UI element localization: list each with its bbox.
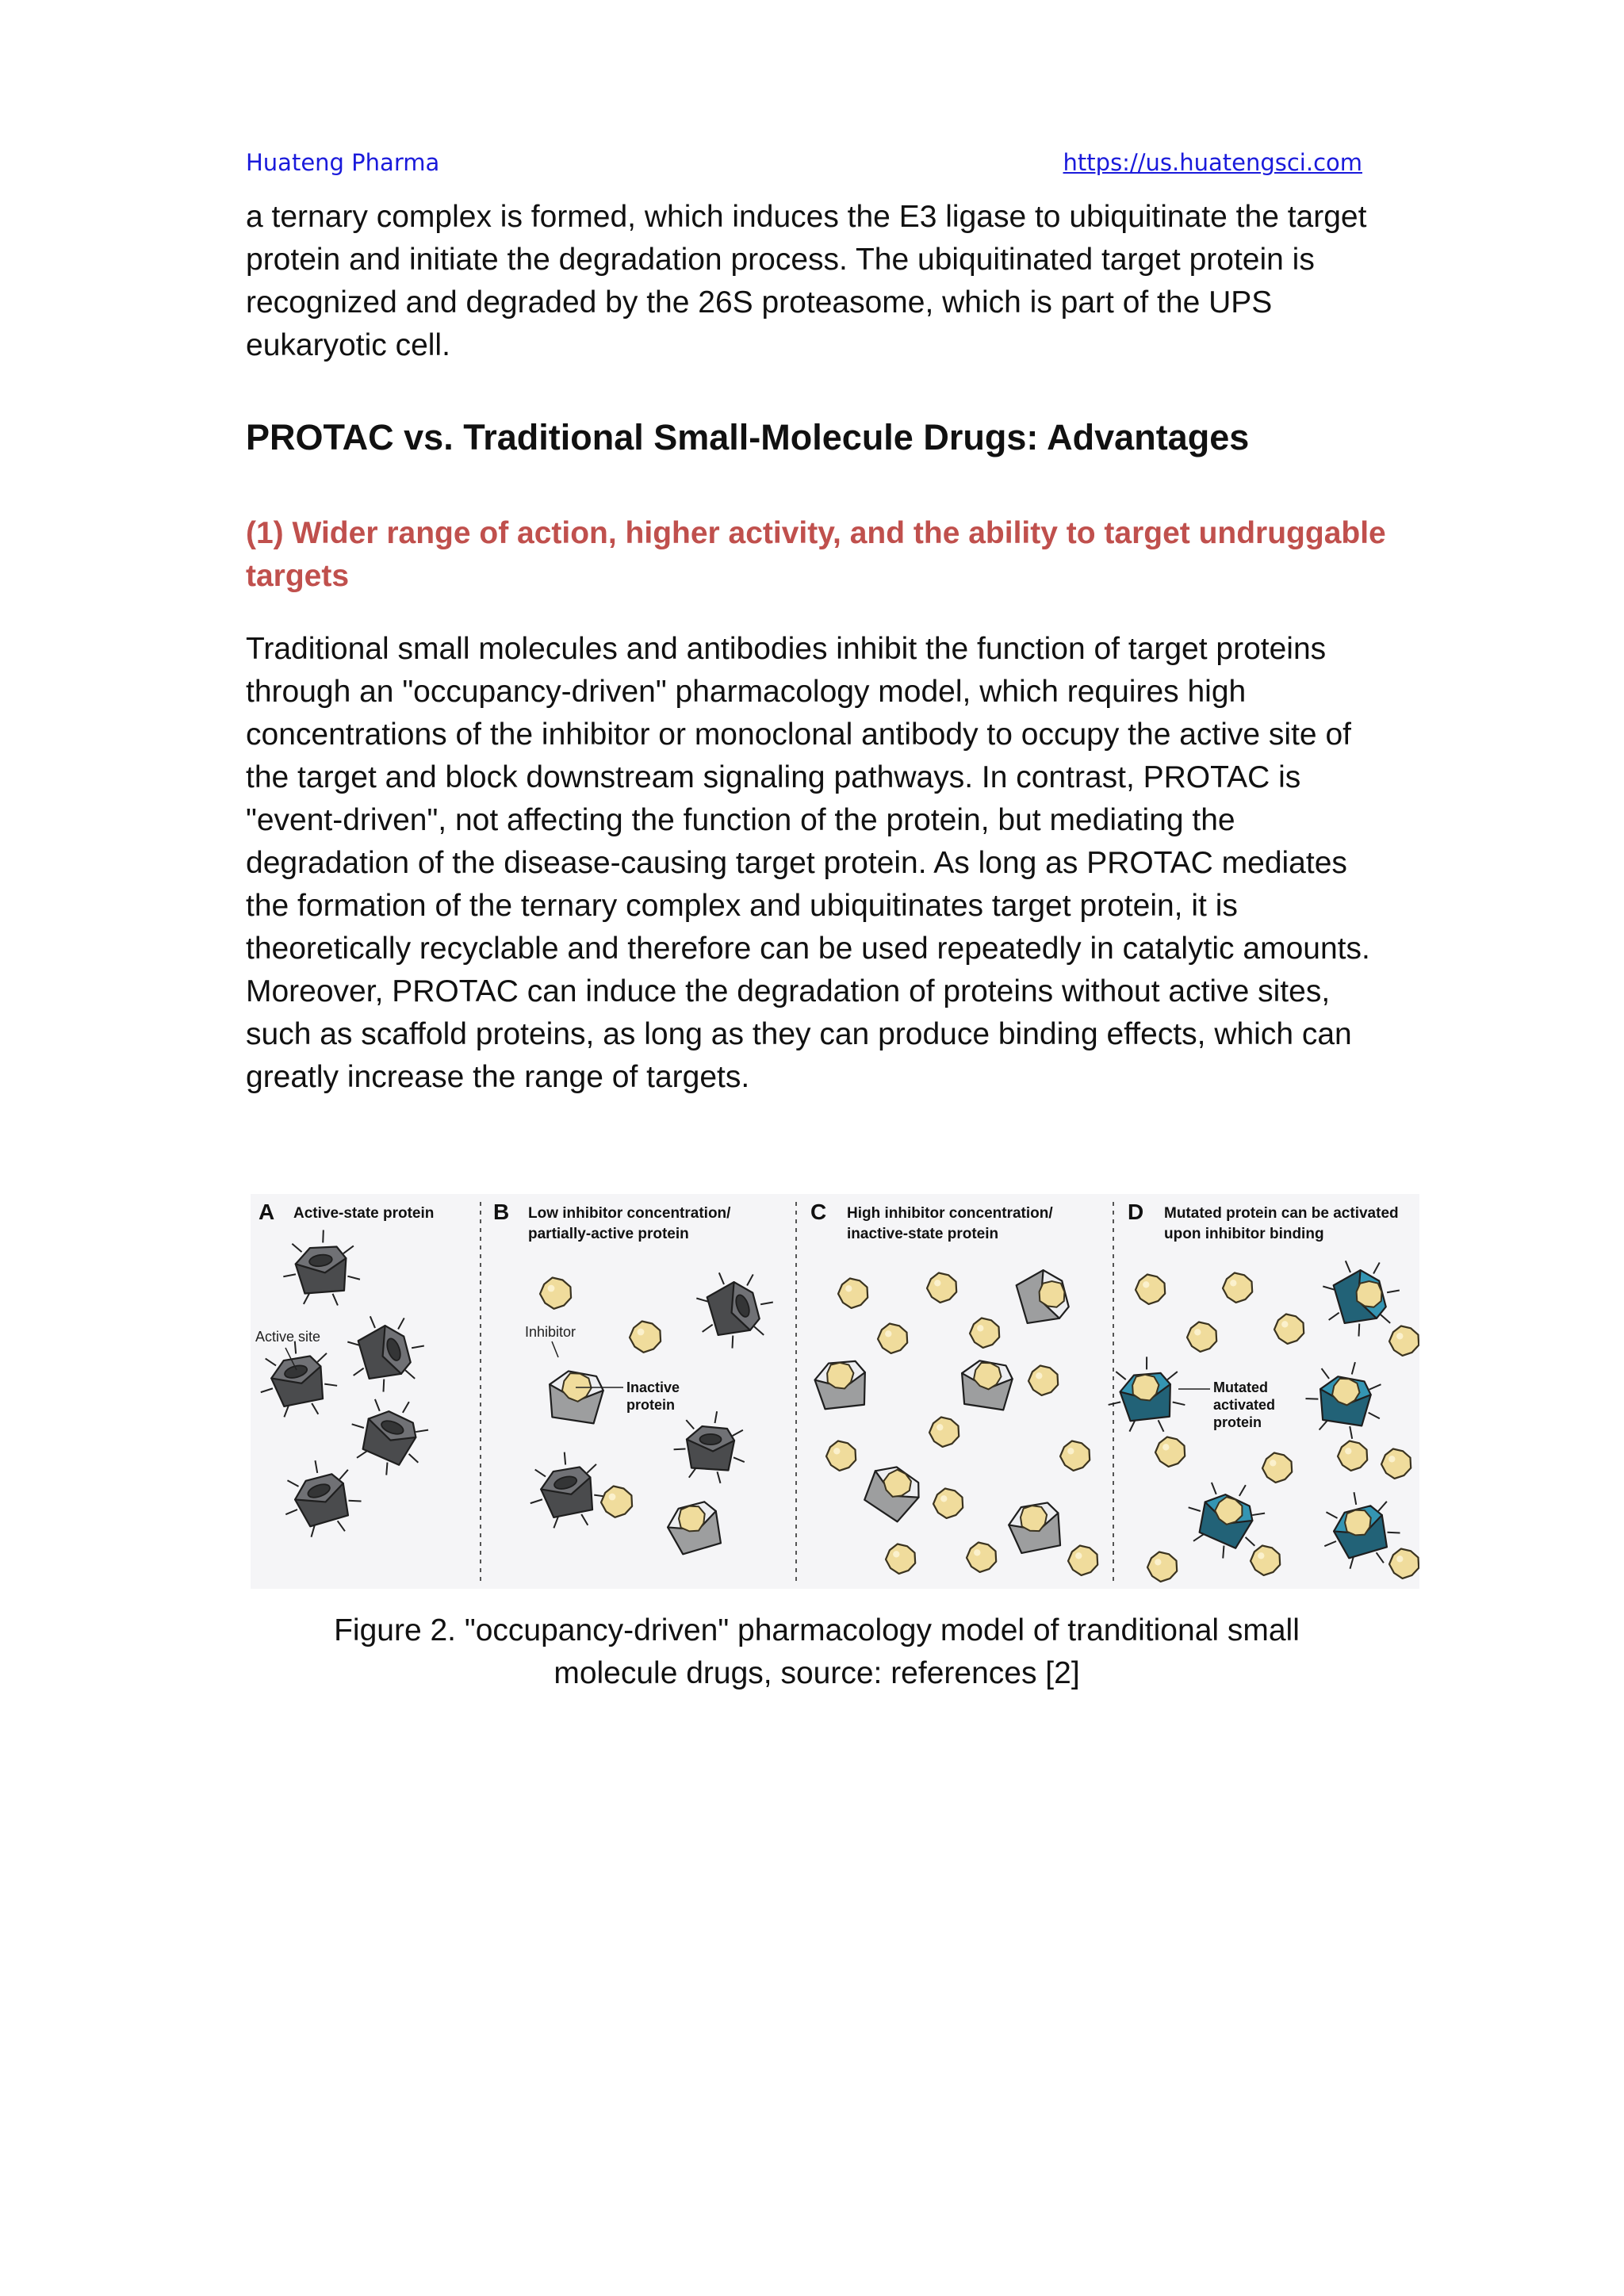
inhibitor-molecule bbox=[1147, 1552, 1177, 1582]
inactive-protein bbox=[959, 1360, 1013, 1411]
inhibitor-molecule bbox=[1136, 1275, 1165, 1304]
body-paragraph: Traditional small molecules and antibodies inhibit the function of target proteins through an "occupancy-driven" pharmacology model, which requires high concentrations of the inhibitor or monoclonal antibody to occupy the active site of the target and block downstream signaling pathways. In contrast, PROTAC is "event-driven", not affecting the function of the protein, but mediating the degradation of the disease-causing target protein. As long as PROTAC mediates the formation of the ternary complex and ubiquitinates target protein, it is theoretically recyclable and therefore can be used repeatedly in catalytic amounts. Moreover, PROTAC can induce the degradation of proteins without active sites, such as scaffold proteins, as long as they can produce binding effects, which can greatly increase the range of targets. bbox=[246, 632, 1370, 1094]
inhibitor-molecule bbox=[1187, 1322, 1216, 1352]
active-protein bbox=[278, 1226, 363, 1312]
active-protein bbox=[674, 1411, 745, 1483]
panel-d-letter: D bbox=[1128, 1200, 1144, 1224]
inhibitor-molecule bbox=[826, 1441, 856, 1471]
inhibitor-molecule bbox=[1068, 1546, 1097, 1575]
active-site-label: Active site bbox=[255, 1329, 321, 1345]
panel-b-header bbox=[493, 1200, 731, 1242]
panel-c-header bbox=[810, 1200, 1053, 1242]
label-inhibitor bbox=[525, 1324, 576, 1357]
header-url-link[interactable]: https://us.huatengsci.com bbox=[1063, 149, 1362, 176]
inhibitor-molecule bbox=[540, 1278, 571, 1309]
inhibitor-molecule bbox=[601, 1487, 632, 1517]
inhibitor-molecule bbox=[838, 1279, 868, 1308]
inhibitor-molecule bbox=[929, 1418, 959, 1447]
active-protein bbox=[251, 1334, 343, 1427]
panel-d-title-line1: Mutated protein can be activated bbox=[1164, 1205, 1399, 1222]
panel-b-letter: B bbox=[493, 1200, 510, 1224]
mutated-label-line1: Mutated bbox=[1213, 1380, 1268, 1395]
panel-b-title-line2: partially-active protein bbox=[528, 1226, 689, 1242]
active-protein bbox=[339, 1386, 436, 1483]
inactive-protein bbox=[546, 1370, 604, 1425]
inhibitor-molecule bbox=[1389, 1549, 1419, 1578]
inactive-protein bbox=[1012, 1265, 1074, 1329]
mutated-label-line2: activated bbox=[1213, 1397, 1276, 1413]
intro-paragraph: a ternary complex is formed, which induces the E3 ligase to ubiquitinate the target protein and initiate the degradation process. The ubiquitinated target protein is recognized and degraded by the 26S proteasome, which is part of the UPS eukaryotic cell. bbox=[246, 200, 1367, 362]
active-protein bbox=[336, 1303, 434, 1399]
inhibitor-molecule bbox=[1274, 1314, 1304, 1344]
mutated-label-line3: protein bbox=[1213, 1414, 1262, 1430]
panel-c-title-line1: High inhibitor concentration/ bbox=[847, 1205, 1053, 1222]
inactive-label-line2: protein bbox=[626, 1397, 675, 1413]
header-brand: Huateng Pharma bbox=[246, 149, 440, 176]
panel-a-letter: A bbox=[259, 1200, 275, 1224]
inhibitor-label: Inhibitor bbox=[525, 1324, 576, 1340]
active-protein bbox=[272, 1451, 369, 1548]
panel-d-title-line2: upon inhibitor binding bbox=[1164, 1226, 1324, 1242]
panel-b-title-line1: Low inhibitor concentration/ bbox=[528, 1205, 731, 1222]
mutated-protein bbox=[1312, 1247, 1409, 1344]
panel-d-header bbox=[1128, 1200, 1399, 1242]
panel-a-header bbox=[259, 1200, 434, 1224]
inhibitor-molecule bbox=[967, 1543, 996, 1572]
caption-line-1: Figure 2. "occupancy-driven" pharmacology model of tranditional small bbox=[334, 1613, 1300, 1647]
inhibitor-molecule bbox=[1338, 1441, 1367, 1471]
inhibitor-molecule bbox=[878, 1324, 907, 1353]
figure-illustration bbox=[251, 1194, 1419, 1589]
mutated-protein bbox=[1101, 1352, 1189, 1441]
panel-a-title: Active-state protein bbox=[293, 1205, 435, 1222]
inhibitor-molecule bbox=[1251, 1546, 1280, 1575]
inactive-protein bbox=[1005, 1498, 1067, 1557]
inhibitor-molecule bbox=[1028, 1366, 1058, 1395]
inhibitor-molecule bbox=[933, 1489, 963, 1518]
inhibitor-molecule bbox=[1381, 1449, 1411, 1479]
inhibitor-molecule bbox=[630, 1322, 661, 1353]
inhibitor-molecule bbox=[927, 1273, 956, 1303]
label-mutated-protein bbox=[1178, 1380, 1275, 1430]
inactive-label-line1: Inactive bbox=[626, 1380, 680, 1395]
inhibitor-molecule bbox=[1223, 1273, 1252, 1303]
figure-caption bbox=[246, 1609, 1388, 1695]
active-protein bbox=[685, 1259, 783, 1356]
subheading: (1) Wider range of action, higher activity, and the ability to target undruggable targets bbox=[246, 516, 1386, 593]
active-protein bbox=[520, 1445, 613, 1538]
inactive-protein bbox=[812, 1357, 870, 1412]
inhibitor-molecule bbox=[1060, 1441, 1090, 1471]
caption-line-2: molecule drugs, source: references [2] bbox=[553, 1656, 1080, 1690]
inhibitor-molecule bbox=[970, 1318, 999, 1348]
panel-c-title-line2: inactive-state protein bbox=[847, 1226, 999, 1242]
inhibitor-molecule bbox=[1389, 1326, 1419, 1356]
figure-occupancy-model bbox=[251, 1194, 1419, 1589]
inhibitor-molecule bbox=[1155, 1437, 1185, 1467]
mutated-protein bbox=[1303, 1358, 1385, 1441]
panel-c-letter: C bbox=[810, 1200, 827, 1224]
inactive-protein bbox=[663, 1497, 726, 1559]
section-heading: PROTAC vs. Traditional Small-Molecule Drugs: Advantages bbox=[246, 417, 1250, 457]
inhibitor-molecule bbox=[886, 1544, 915, 1574]
inactive-protein bbox=[859, 1459, 926, 1525]
inhibitor-molecule bbox=[1262, 1453, 1292, 1483]
